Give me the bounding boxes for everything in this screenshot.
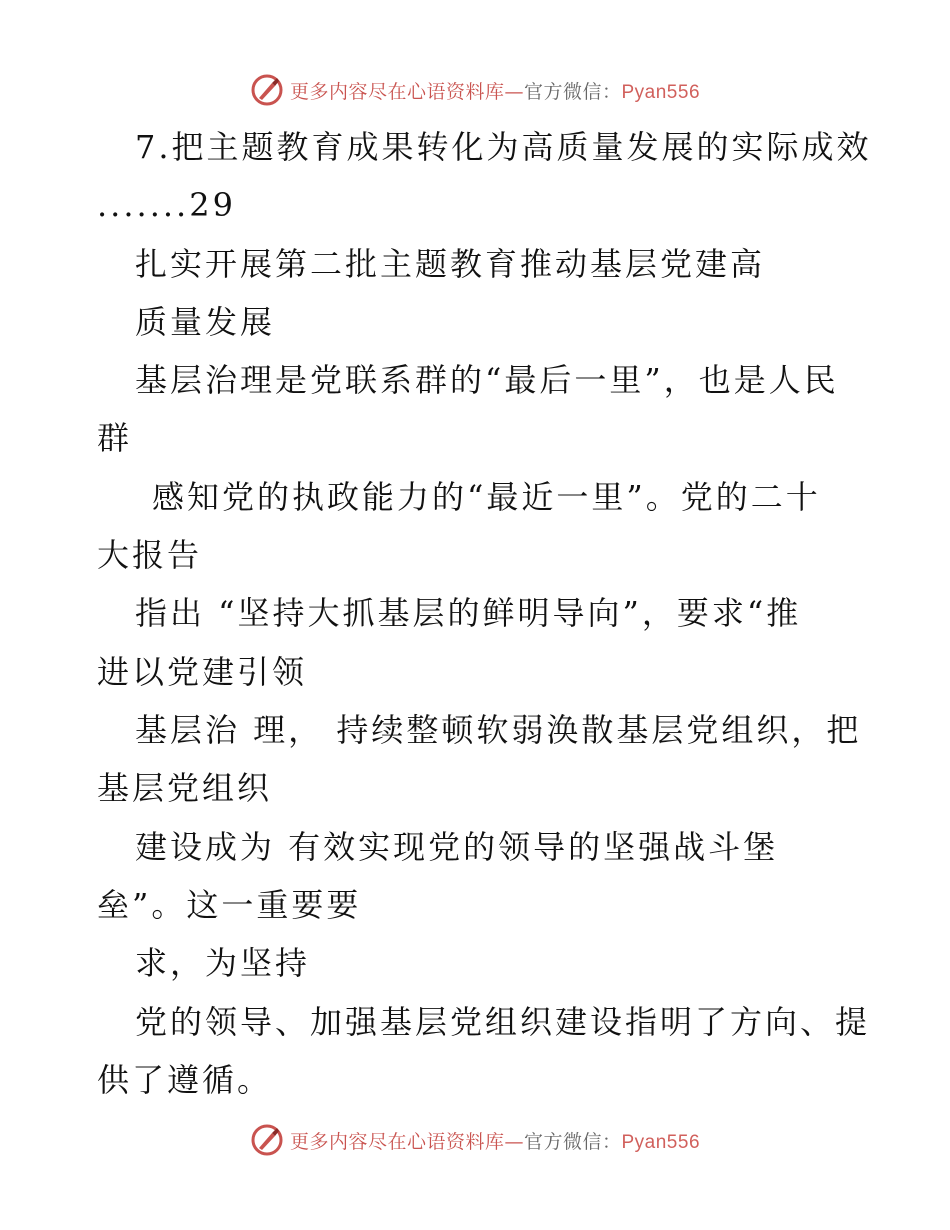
text-line: 扎实开展第二批主题教育推动基层党建高 — [135, 245, 766, 283]
pen-logo-icon — [250, 73, 284, 107]
text-line: 党的领导、加强基层党组织建设指明了方向、提 — [135, 1003, 871, 1041]
text-line: 建设成为 有效实现党的领导的坚强战斗堡 — [135, 828, 779, 866]
banner-inner — [250, 1123, 700, 1157]
banner-main-text: 更多内容尽在心语资料库 — [289, 80, 505, 103]
banner-label: 官方微信： — [523, 1130, 622, 1153]
footer-banner — [0, 1120, 950, 1160]
pen-logo-icon — [250, 1123, 284, 1157]
banner-text — [290, 77, 700, 104]
text-line: 7.把主题教育成果转化为高质量发展的实际成效 — [135, 128, 872, 166]
text-line: 群 — [97, 419, 133, 457]
text-line: 质量发展 — [135, 303, 276, 341]
text-line: 供了遵循。 — [97, 1061, 273, 1099]
banner-brand-id: Pyan556 — [621, 81, 701, 103]
banner-brand-id: Pyan556 — [621, 1131, 701, 1153]
banner-inner — [250, 73, 700, 107]
text-line: 求，为坚持 — [135, 944, 311, 982]
banner-label: 官方微信： — [523, 80, 622, 103]
text-line: .......29 — [97, 186, 236, 224]
text-line: 基层治 理， 持续整顿软弱涣散基层党组织，把 — [135, 711, 862, 749]
text-line: 进以党建引领 — [97, 653, 308, 691]
header-banner — [0, 70, 950, 110]
text-line: 感知党的执政能力的“最近一里”。党的二十 — [152, 478, 821, 516]
text-line: 大报告 — [97, 536, 203, 574]
text-line: 基层党组织 — [97, 769, 273, 807]
text-line: 指出 “坚持大抓基层的鲜明导向”，要求“推 — [135, 594, 802, 632]
text-line: 垒”。这一重要要 — [97, 886, 362, 924]
text-line: 基层治理是党联系群的“最后一里”，也是人民 — [135, 361, 839, 399]
banner-separator: — — [504, 80, 524, 103]
banner-main-text: 更多内容尽在心语资料库 — [289, 1130, 505, 1153]
banner-text — [290, 1127, 700, 1154]
banner-separator: — — [504, 1130, 524, 1153]
